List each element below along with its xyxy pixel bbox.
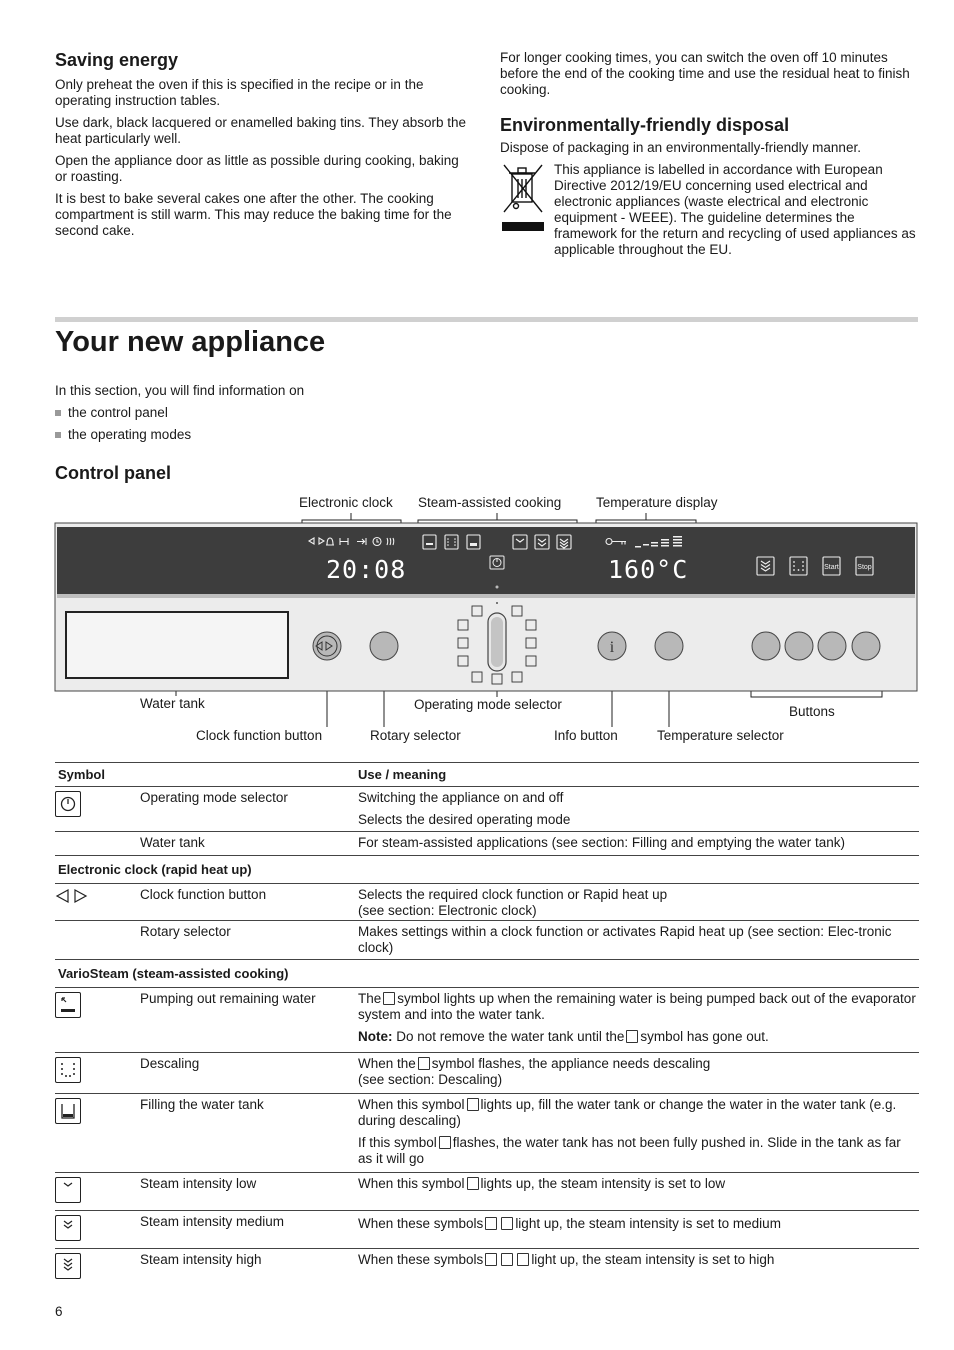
- disposal-p2: This appliance is labelled in accordance with European Directive 2012/19/EU concerning used electrical and electronic appliances (waste electrical and electronic equipment - WEEE). The guideline determines the framework for the return and recycling of used appliances as applicable throughout the EU.: [554, 162, 916, 257]
- table-row: Steam intensity high When these symbols light up, the steam intensity is set to high: [55, 1248, 919, 1281]
- symbol-table: [55, 762, 919, 1281]
- callout-buttons: Buttons: [789, 704, 835, 719]
- list-item: the control panel: [55, 402, 304, 424]
- callout-operating-mode-selector: Operating mode selector: [414, 697, 562, 712]
- row-name: Water tank: [140, 835, 205, 850]
- pump-out-water-icon: [383, 992, 395, 1005]
- fill-water-tank-icon: [55, 1098, 81, 1124]
- steam-medium-icon: [55, 1215, 81, 1241]
- intro-text: In this section, you will find information on: [55, 383, 305, 398]
- start-label: Start: [824, 564, 839, 571]
- table-row: Pumping out remaining water The symbol lights up when the remaining water is being pumped back out of the evaporator system and into the water tank. Note: Do not remove the water tank until the symbol has gone out.: [55, 987, 919, 1052]
- steam-low-icon: [55, 1177, 81, 1203]
- pump-out-water-icon: [626, 1030, 638, 1043]
- page-title: Your new appliance: [55, 326, 326, 358]
- clock-function-icon: [55, 888, 89, 904]
- fill-water-tank-icon: [467, 1098, 479, 1111]
- callout-electronic-clock: Electronic clock: [299, 495, 393, 510]
- callout-temperature-display: Temperature display: [596, 495, 718, 510]
- row-name: Clock function button: [140, 887, 267, 902]
- control-panel-title: Control panel: [55, 463, 171, 483]
- page-number: 6: [55, 1304, 63, 1319]
- stop-label: Stop: [857, 564, 872, 571]
- section-electronic-clock: Electronic clock (rapid heat up): [55, 855, 919, 883]
- section-variosteam: VarioSteam (steam-assisted cooking): [55, 959, 919, 987]
- fill-water-tank-icon: [439, 1136, 451, 1149]
- steam-low-icon: [485, 1217, 497, 1230]
- callout-info-button: Info button: [554, 728, 618, 743]
- table-row: Operating mode selector Switching the appliance on and off Selects the desired operating mode: [55, 786, 919, 831]
- row-name: Rotary selector: [140, 924, 231, 939]
- saving-energy-p5: For longer cooking times, you can switch the oven off 10 minutes before the end of the cooking time and use the residual heat to finish cooking.: [500, 50, 910, 97]
- disposal-title: Environmentally-friendly disposal: [500, 115, 790, 135]
- saving-energy-title: Saving energy: [55, 50, 179, 70]
- svg-text:i: i: [609, 639, 615, 656]
- pump-out-water-icon: [55, 992, 81, 1018]
- temperature-display: 160°C: [608, 555, 689, 584]
- header-symbol: Symbol: [58, 767, 105, 782]
- header-use: Use / meaning: [358, 767, 447, 782]
- row-name: Filling the water tank: [140, 1097, 264, 1112]
- table-row: Rotary selector Makes settings within a clock function or activates Rapid heat up (see section: Elec-tronic clock): [55, 920, 919, 959]
- table-row: Filling the water tank When this symbol lights up, fill the water tank or change the water in the water tank (e.g. during descaling) If this symbol flashes, the water tank has not been fully pushed in. Slide in the tank as far as it will go: [55, 1093, 919, 1172]
- steam-high-icon: [55, 1253, 81, 1279]
- table-header-row: [55, 762, 919, 786]
- descaling-icon: [55, 1057, 81, 1083]
- callout-temperature-selector: Temperature selector: [657, 728, 784, 743]
- on-off-icon: [55, 791, 81, 817]
- callout-water-tank: Water tank: [140, 696, 205, 711]
- steam-medium-icon: [501, 1253, 513, 1266]
- table-row: Clock function button Selects the required clock function or Rapid heat up (see section: Electronic clock): [55, 883, 919, 920]
- descaling-icon: [418, 1057, 430, 1070]
- steam-high-icon: [517, 1253, 529, 1266]
- row-name: Steam intensity low: [140, 1176, 257, 1191]
- list-item: the operating modes: [55, 424, 304, 446]
- row-name: Operating mode selector: [140, 790, 288, 805]
- row-name: Steam intensity medium: [140, 1214, 285, 1229]
- table-row: Descaling When the symbol flashes, the appliance needs descaling (see section: Descaling): [55, 1052, 919, 1093]
- callout-rotary-selector: Rotary selector: [370, 728, 461, 743]
- steam-low-icon: [485, 1253, 497, 1266]
- steam-medium-icon: [501, 1217, 513, 1230]
- saving-energy-p4: It is best to bake several cakes one after the other. The cooking compartment is still warm. This may reduce the baking time for the second cake.: [55, 191, 452, 238]
- steam-low-icon: [467, 1177, 479, 1190]
- saving-energy-p1: Only preheat the oven if this is specified in the recipe or in the operating instruction tables.: [55, 77, 424, 108]
- saving-energy-p3: Open the appliance door as little as possible during cooking, baking or roasting.: [55, 153, 459, 184]
- row-name: Pumping out remaining water: [140, 991, 316, 1006]
- table-row: Steam intensity low When this symbol lights up, the steam intensity is set to low: [55, 1172, 919, 1210]
- callout-steam-cooking: Steam-assisted cooking: [418, 495, 562, 510]
- disposal-p1: Dispose of packaging in an environmentally-friendly manner.: [500, 140, 861, 155]
- saving-energy-p2: Use dark, black lacquered or enamelled baking tins. They absorb the heat particularly well.: [55, 115, 466, 146]
- table-row: Steam intensity medium When these symbols light up, the steam intensity is set to medium: [55, 1210, 919, 1248]
- table-row: Water tank For steam-assisted applications (see section: Filling and emptying the water tank): [55, 831, 919, 855]
- callout-clock-function-button: Clock function button: [196, 728, 323, 743]
- clock-display: 20:08: [326, 555, 407, 584]
- row-name: Descaling: [140, 1056, 200, 1071]
- row-name: Steam intensity high: [140, 1252, 262, 1267]
